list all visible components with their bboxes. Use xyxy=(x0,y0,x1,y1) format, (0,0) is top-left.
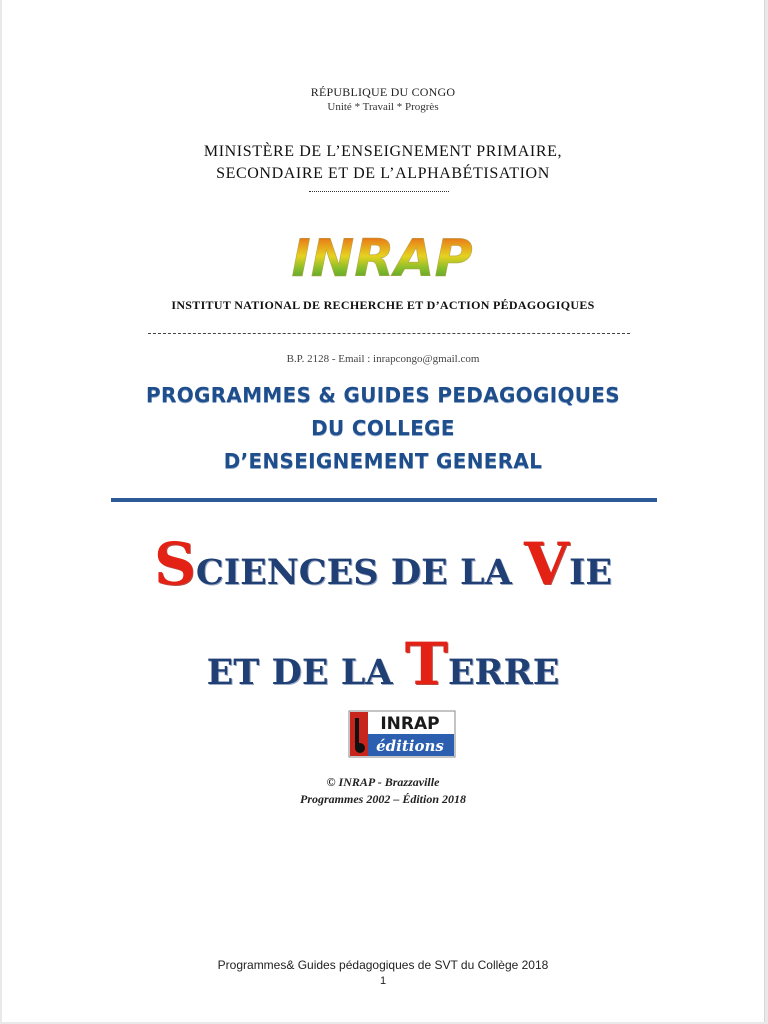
inrap-logo xyxy=(272,228,492,286)
copyright-line-2: Programmes 2002 – Édition 2018 xyxy=(299,792,466,806)
blue-divider xyxy=(111,498,657,502)
editions-logo-inrap-text: INRAP xyxy=(380,714,440,734)
page-footer: Programmes& Guides pédagogiques de SVT du Collège 2018 xyxy=(217,958,549,972)
institute-name: INSTITUT NATIONAL DE RECHERCHE ET D’ACTION PÉDAGOGIQUES xyxy=(171,298,595,312)
institute-divider xyxy=(148,333,630,334)
ministry-line-1: MINISTÈRE DE L’ENSEIGNEMENT PRIMAIRE, xyxy=(203,143,563,160)
title-ie: IE xyxy=(568,552,613,593)
page-number: 1 xyxy=(379,975,387,987)
contact-line: B.P. 2128 - Email : inrapcongo@gmail.com xyxy=(286,353,480,365)
title-initial-s: S xyxy=(153,530,196,598)
title-initial-v: V xyxy=(523,530,569,598)
national-motto: Unité * Travail * Progrès xyxy=(327,101,439,113)
subject-title-line-2 xyxy=(2,630,764,698)
document-page xyxy=(2,0,765,1022)
title-et-de-la: ET DE LA xyxy=(206,652,405,693)
republic-heading: RÉPUBLIQUE DU CONGO xyxy=(310,85,456,99)
program-title-line-2: DU COLLEGE xyxy=(311,416,455,440)
title-initial-t: T xyxy=(404,630,448,698)
ministry-divider xyxy=(309,191,449,192)
title-sciences-de-la: CIENCES DE LA xyxy=(195,552,524,593)
ministry-line-2: SECONDAIRE ET DE L’ALPHABÉTISATION xyxy=(216,165,550,182)
program-title-line-3: D’ENSEIGNEMENT GENERAL xyxy=(223,449,543,473)
program-title-line-1: PROGRAMMES & GUIDES PEDAGOGIQUES xyxy=(146,383,620,407)
copyright-line-1: © INRAP - Brazzaville xyxy=(326,775,440,789)
inrap-editions-logo xyxy=(348,710,456,758)
editions-logo-editions-text: éditions xyxy=(376,737,444,755)
title-erre: ERRE xyxy=(447,652,560,693)
inrap-logo-text: INRAP xyxy=(291,229,473,286)
subject-title-line-1 xyxy=(2,530,764,598)
